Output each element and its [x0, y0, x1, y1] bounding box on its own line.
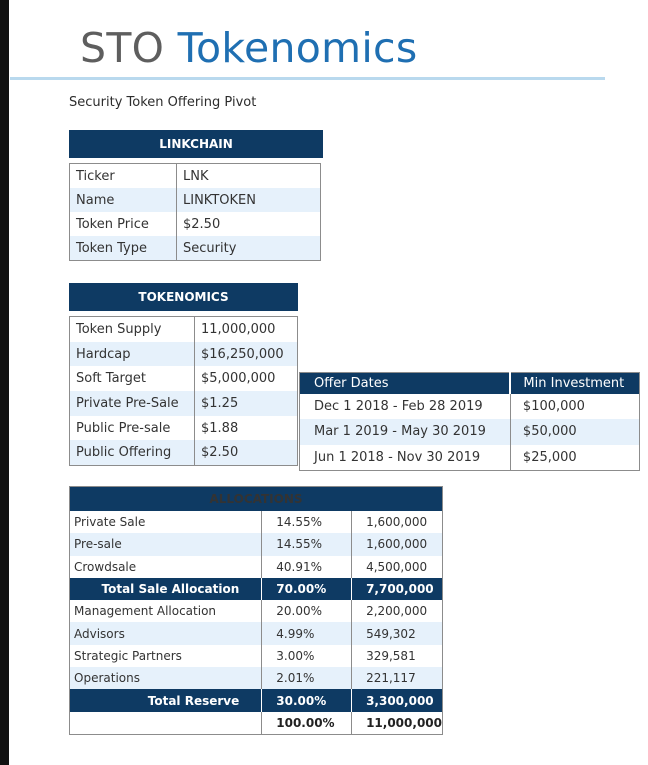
offer-dates-header: Offer Dates [314, 376, 389, 391]
tokenomics-header: TOKENOMICS [69, 283, 298, 311]
total-sale-label: Total Sale Allocation [70, 578, 262, 600]
allocations-table [69, 486, 443, 735]
tokenomics-value: $1.25 [195, 391, 298, 416]
tokenomics-value: 11,000,000 [201, 321, 276, 337]
allocation-pct: 14.55% [262, 511, 352, 533]
allocation-pct: 3.00% [262, 645, 352, 667]
allocation-amount: 2,200,000 [352, 600, 443, 622]
allocation-pct: 14.55% [262, 533, 352, 555]
allocation-pct: 2.01% [262, 667, 352, 689]
table-row [70, 511, 443, 533]
tokenomics-value: $2.50 [195, 440, 298, 465]
total-reserve-row [70, 689, 443, 711]
allocation-pct: 20.00% [262, 600, 352, 622]
table-row [70, 416, 298, 441]
table-row [70, 212, 321, 236]
allocation-amount: 549,302 [352, 622, 443, 644]
tokenomics-value: $1.88 [201, 420, 239, 436]
tokenomics-key: Token Supply [70, 317, 195, 342]
page-title [80, 20, 418, 76]
offer-header-row [300, 373, 640, 395]
allocation-name: Advisors [70, 622, 262, 644]
total-reserve-label: Total Reserve [70, 689, 262, 711]
tokenomics-key: Public Pre-sale [70, 416, 195, 441]
offer-dates: Jun 1 2018 - Nov 30 2019 [314, 449, 481, 465]
tokenomics-key: Public Offering [70, 440, 195, 465]
allocation-pct: 4.99% [262, 622, 352, 644]
linkchain-value: Security [177, 236, 321, 261]
allocation-name: Operations [70, 667, 262, 689]
tokenomics-value: $5,000,000 [201, 371, 276, 387]
title-divider [10, 77, 605, 80]
total-sale-amount: 7,700,000 [352, 578, 443, 600]
grand-total-row [70, 712, 443, 735]
linkchain-value: LNK [183, 168, 209, 184]
table-row [70, 366, 298, 391]
allocation-amount: 221,117 [352, 667, 443, 689]
linkchain-key: Token Price [70, 212, 177, 236]
offer-dates: Mar 1 2019 - May 30 2019 [300, 419, 511, 444]
offer-dates: Dec 1 2018 - Feb 28 2019 [314, 399, 483, 415]
linkchain-key: Name [70, 188, 177, 212]
allocation-amount: 329,581 [352, 645, 443, 667]
table-row [70, 667, 443, 689]
table-row [70, 440, 298, 465]
allocations-header: ALLOCATIONS [209, 492, 303, 506]
min-investment: $100,000 [510, 394, 639, 419]
min-investment: $25,000 [510, 445, 639, 471]
allocation-name: Strategic Partners [74, 648, 182, 663]
offer-table [299, 372, 640, 471]
linkchain-key: Token Type [70, 236, 177, 261]
table-row [70, 236, 321, 261]
grand-total-amount: 11,000,000 [352, 712, 443, 735]
linkchain-value: LINKTOKEN [177, 188, 321, 212]
tokenomics-table [69, 316, 298, 466]
tokenomics-value: $16,250,000 [195, 342, 298, 367]
linkchain-header: LINKCHAIN [69, 130, 323, 158]
allocation-name: Crowdsale [74, 559, 137, 574]
allocations-header-row [70, 487, 443, 512]
table-row [70, 164, 321, 189]
table-row [300, 394, 640, 419]
linkchain-key: Ticker [70, 164, 177, 189]
allocation-amount: 1,600,000 [352, 511, 443, 533]
tokenomics-key: Hardcap [70, 342, 195, 367]
total-sale-row [70, 578, 443, 600]
table-row [70, 533, 443, 555]
linkchain-table [69, 163, 321, 261]
linkchain-value: $2.50 [183, 216, 221, 232]
tokenomics-key: Private Pre-Sale [70, 391, 195, 416]
allocation-name: Pre-sale [70, 533, 262, 555]
table-row [300, 445, 640, 471]
left-edge-bar [0, 0, 9, 765]
min-investment: $50,000 [510, 419, 639, 444]
page-title-main: Tokenomics [177, 24, 418, 72]
table-row [70, 600, 443, 622]
allocation-amount: 4,500,000 [352, 556, 443, 578]
tokenomics-key: Soft Target [70, 366, 195, 391]
allocation-name: Management Allocation [74, 604, 217, 619]
table-row [70, 188, 321, 212]
table-row [70, 391, 298, 416]
grand-total-pct: 100.00% [262, 712, 352, 735]
page-subtitle: Security Token Offering Pivot [69, 95, 257, 110]
allocation-pct: 40.91% [262, 556, 352, 578]
allocation-amount: 1,600,000 [352, 533, 443, 555]
table-row [70, 317, 298, 342]
total-reserve-amount: 3,300,000 [352, 689, 443, 711]
allocation-name: Private Sale [74, 515, 146, 530]
table-row [70, 622, 443, 644]
grand-total-label [70, 712, 262, 735]
page-title-prefix: STO [80, 24, 165, 72]
table-row [70, 342, 298, 367]
min-investment-header: Min Investment [510, 373, 639, 395]
table-row [70, 556, 443, 578]
table-row [70, 645, 443, 667]
table-row [300, 419, 640, 444]
total-reserve-pct: 30.00% [262, 689, 352, 711]
total-sale-pct: 70.00% [262, 578, 352, 600]
